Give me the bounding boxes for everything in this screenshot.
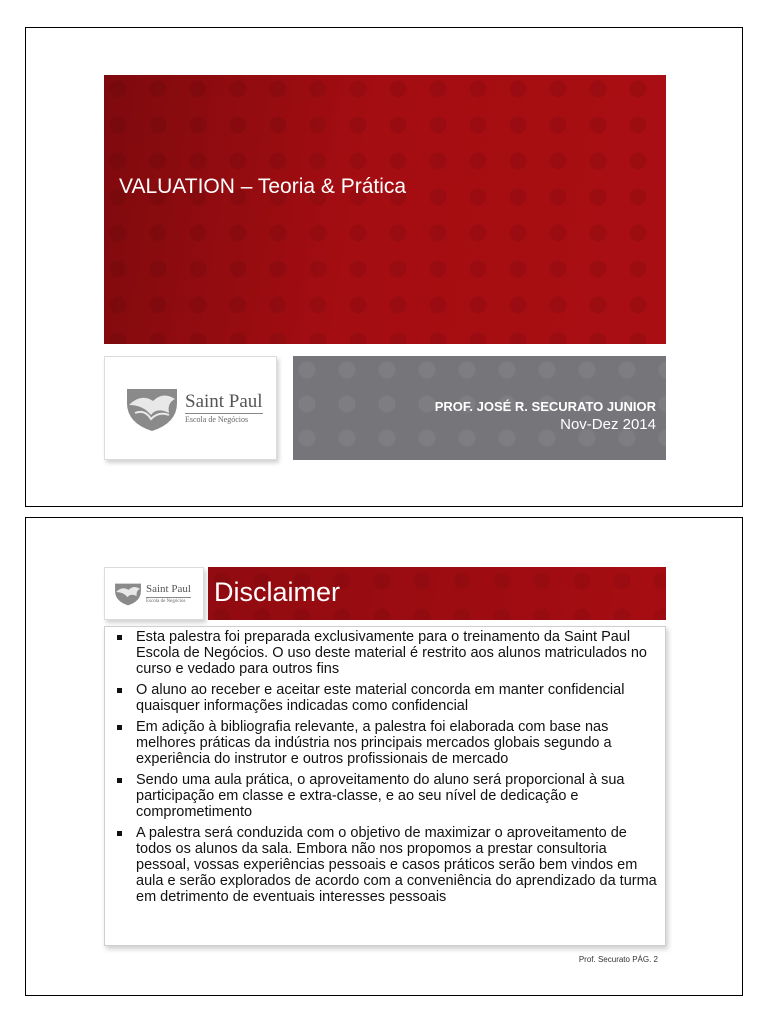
course-date: Nov-Dez 2014	[560, 416, 656, 433]
logo-subtitle: Escola de Negócios	[185, 413, 263, 424]
logo	[113, 580, 191, 607]
saint-paul-shield-icon	[113, 580, 143, 607]
logo-name: Saint Paul	[185, 390, 263, 412]
bullet-text: A palestra será conduzida com o objetivo de maximizar o aproveitamento de todos os alunos da sala. Embora não nos propomos a prestar consultoria pessoal, vossas experiências pessoais e casos práticos serão bem vindos em aula e serão explorados de acordo com a conveniência do aprendizado da turma em detrimento de eventuais interesses pessoais	[136, 825, 657, 905]
list-item	[105, 629, 665, 677]
page-footer: Prof. Securato PÁG. 2	[578, 955, 658, 964]
professor-name: PROF. JOSÉ R. SECURATO JUNIOR	[434, 399, 656, 414]
saint-paul-shield-icon	[123, 383, 181, 433]
logo	[123, 383, 263, 433]
logo-name: Saint Paul	[146, 582, 191, 595]
bullet-text: Sendo uma aula prática, o aproveitamento do aluno será proporcional à sua participação em classe e extra-classe, e ao seu nível de dedicação e comprometimento	[136, 772, 625, 820]
logo-box-small	[104, 567, 204, 620]
content-box	[104, 626, 666, 946]
slide-2	[25, 517, 743, 996]
square-bullet-icon	[117, 635, 122, 640]
list-item	[105, 825, 665, 905]
bullet-list	[105, 629, 665, 910]
bullet-text: Em adição à bibliografia relevante, a palestra foi elaborada com base nas melhores práticas da indústria nos principais mercados globais segundo a experiência do instrutor e outros profissionais de mercado	[136, 719, 612, 767]
bullet-text: Esta palestra foi preparada exclusivamente para o treinamento da Saint Paul Escola de Negócios. O uso deste material é restrito aos alunos matriculados no curso e vedado para outros fins	[136, 629, 647, 677]
title-banner	[104, 75, 666, 344]
logo-box	[104, 356, 277, 460]
square-bullet-icon	[117, 725, 122, 730]
logo-subtitle: Escola de Negócios	[146, 597, 191, 604]
list-item	[105, 719, 665, 767]
square-bullet-icon	[117, 778, 122, 783]
bullet-text: O aluno ao receber e aceitar este material concorda em manter confidencial quaisquer informações indicadas como confidencial	[136, 682, 625, 714]
square-bullet-icon	[117, 688, 122, 693]
square-bullet-icon	[117, 831, 122, 836]
slide-title: Disclaimer	[214, 577, 341, 607]
slide-title: VALUATION – Teoria & Prática	[119, 175, 407, 198]
list-item	[105, 682, 665, 714]
title-bar	[208, 567, 666, 620]
author-banner	[293, 356, 666, 460]
list-item	[105, 772, 665, 820]
slide-1	[25, 27, 743, 507]
